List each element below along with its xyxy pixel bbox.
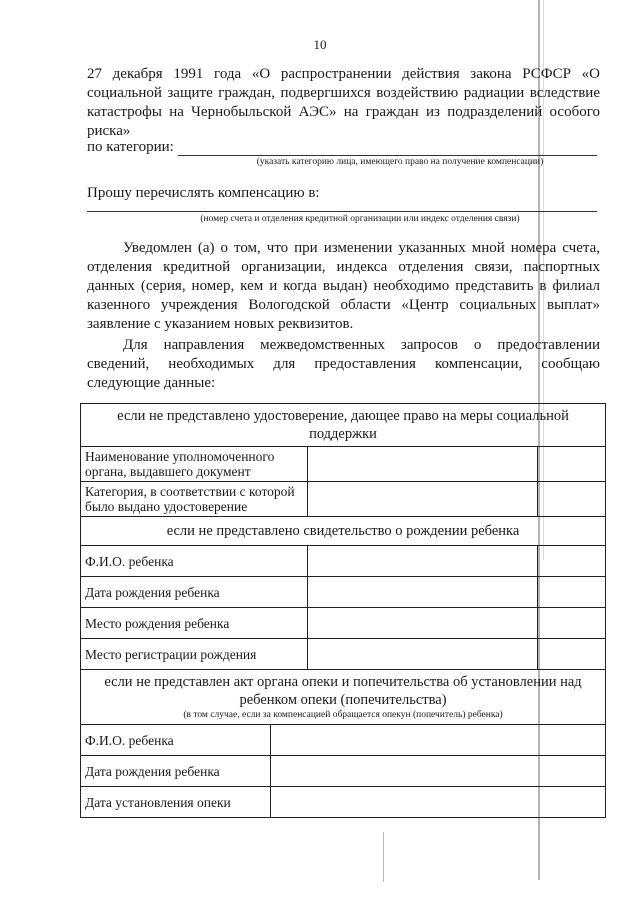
scan-artifact-mark bbox=[383, 832, 384, 882]
intro-line-3: катастрофы на Чернобыльской АЭС» на граждан из подразделений особого bbox=[87, 104, 600, 120]
category-hint: (указать категорию лица, имеющего право на получение компенсации) bbox=[256, 157, 544, 167]
row-label: Ф.И.О. ребенка bbox=[81, 725, 271, 756]
value-cell[interactable] bbox=[308, 447, 538, 482]
row-label: Наименование уполномоченного органа, выдавшего документ bbox=[81, 447, 308, 482]
row-label: Место рождения ребенка bbox=[81, 608, 308, 639]
notice-line-2: отделения кредитной организации, индекса отделения связи, паспортных bbox=[87, 259, 600, 275]
value-cell-extra[interactable] bbox=[538, 546, 606, 577]
table-row bbox=[81, 608, 606, 639]
intro-line-2: социальной защите граждан, подвергшихся воздействию радиации вследствие bbox=[87, 85, 600, 101]
row-label: Дата рождения ребенка bbox=[81, 577, 308, 608]
value-cell[interactable] bbox=[308, 482, 538, 517]
transfer-hint: (номер счета и отделения кредитной организации или индекс отделения связи) bbox=[200, 214, 520, 224]
value-cell-extra[interactable] bbox=[538, 577, 606, 608]
row-label: Дата установления опеки bbox=[81, 787, 271, 818]
section-row-guardianship bbox=[81, 670, 606, 725]
table-row bbox=[81, 482, 606, 517]
table-row bbox=[81, 546, 606, 577]
page-number: 10 bbox=[313, 37, 327, 52]
value-cell[interactable] bbox=[271, 787, 606, 818]
table-row bbox=[81, 447, 606, 482]
value-cell-extra[interactable] bbox=[538, 447, 606, 482]
transfer-label: Прошу перечислять компенсацию в: bbox=[87, 185, 320, 201]
value-cell[interactable] bbox=[271, 756, 606, 787]
requests-line-2: сведений, необходимых для предоставления компенсации, сообщаю bbox=[87, 356, 600, 372]
notice-line-4: казенного учреждения Вологодской области «Центр социальных выплат» bbox=[87, 297, 600, 313]
requests-line-3: следующие данные: bbox=[87, 375, 216, 391]
table-row bbox=[81, 725, 606, 756]
category-input-line[interactable] bbox=[178, 140, 597, 156]
table-row bbox=[81, 787, 606, 818]
section-row-birth-certificate bbox=[81, 517, 606, 546]
section-title-birth-certificate: если не представлено свидетельство о рождении ребенка bbox=[81, 517, 606, 546]
section-title-guardianship: если не представлен акт органа опеки и попечительства об установлении над ребенком опеки (попечительства) (в том случае, если за компенсацией обращается опекун (попечитель) ребенка) bbox=[81, 670, 606, 725]
category-row bbox=[87, 139, 597, 156]
section-title-certificate: если не представлено удостоверение, дающее право на меры социальной поддержки bbox=[81, 404, 606, 447]
table-row bbox=[81, 639, 606, 670]
value-cell[interactable] bbox=[271, 725, 606, 756]
row-label: Категория, в соответствии с которой было выдано удостоверение bbox=[81, 482, 308, 517]
row-label: Место регистрации рождения bbox=[81, 639, 308, 670]
value-cell-extra[interactable] bbox=[538, 482, 606, 517]
notice-line-3: данных (серия, номер, кем и когда выдан) необходимо представить в филиал bbox=[87, 278, 600, 294]
requests-line-1: Для направления межведомственных запросов о предоставлении bbox=[123, 337, 600, 353]
value-cell[interactable] bbox=[308, 577, 538, 608]
intro-line-4: риска» bbox=[87, 123, 131, 139]
row-label: Дата рождения ребенка bbox=[81, 756, 271, 787]
data-table bbox=[80, 403, 606, 818]
table-row bbox=[81, 577, 606, 608]
intro-line-1: 27 декабря 1991 года «О распространении действия закона РСФСР «О bbox=[87, 66, 600, 82]
value-cell[interactable] bbox=[308, 546, 538, 577]
notice-line-1: Уведомлен (а) о том, что при изменении указанных мной номера счета, bbox=[123, 240, 600, 256]
row-label: Ф.И.О. ребенка bbox=[81, 546, 308, 577]
notice-line-5: заявление с указанием новых реквизитов. bbox=[87, 316, 354, 332]
value-cell-extra[interactable] bbox=[538, 639, 606, 670]
value-cell[interactable] bbox=[308, 608, 538, 639]
section-row-certificate bbox=[81, 404, 606, 447]
transfer-row bbox=[87, 196, 597, 212]
transfer-input-line[interactable] bbox=[87, 196, 597, 212]
category-label: по категории: bbox=[87, 139, 174, 155]
guardianship-note: (в том случае, если за компенсацией обращается опекун (попечитель) ребенка) bbox=[183, 710, 503, 720]
value-cell-extra[interactable] bbox=[538, 608, 606, 639]
value-cell[interactable] bbox=[308, 639, 538, 670]
table-row bbox=[81, 756, 606, 787]
